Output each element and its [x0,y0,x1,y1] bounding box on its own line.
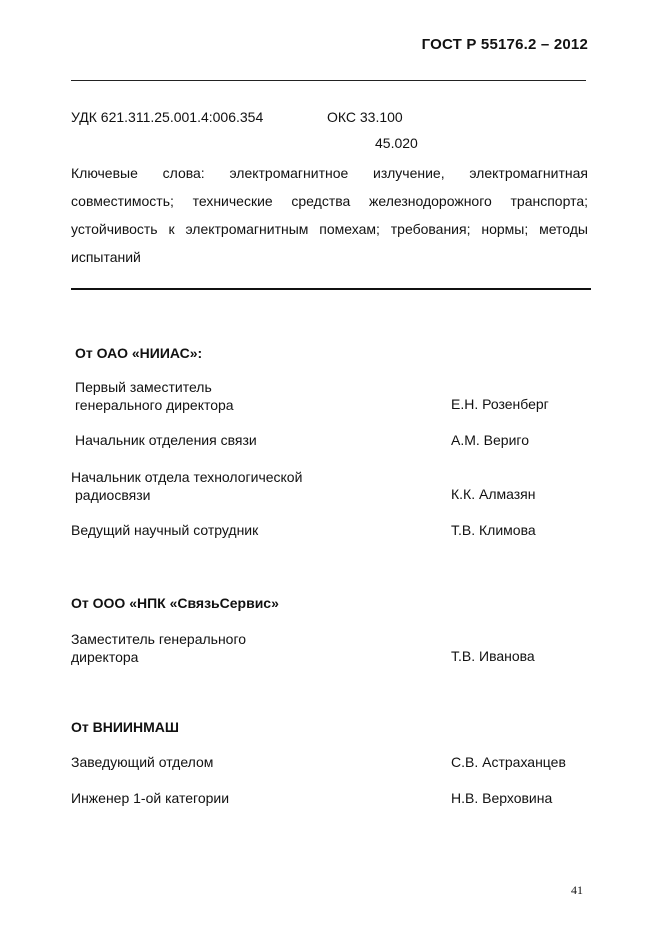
keywords-paragraph: Ключевые слова: электромагнитное излучение, электромагнитная совместимость; технические средства железнодорожного транспорта; устойчивость к электромагнитным помехам; требования; нормы; методы испытаний [71,165,588,265]
person-name: К.К. Алмазян [451,486,536,502]
udk-code: УДК 621.311.25.001.4:006.354 [71,109,264,125]
oks-code: ОКС 33.100 [327,109,403,125]
position-line: директора [71,649,139,665]
person-name: Н.В. Верховина [451,790,553,806]
person-name: С.В. Астраханцев [451,754,566,770]
section-rule [71,288,591,290]
header-rule [71,80,586,81]
position-line: Начальник отдела технологической [71,469,303,485]
person-position: Начальник отделения связи [75,432,257,448]
person-name: Т.В. Иванова [451,648,535,664]
position-line: генерального директора [75,397,234,413]
person-name: Е.Н. Розенберг [451,396,549,412]
org-title-svyazservis: От ООО «НПК «СвязьСервис» [71,595,279,611]
standard-designation: ГОСТ Р 55176.2 – 2012 [421,36,588,53]
oks-code-second: 45.020 [375,135,418,151]
position-line: Заместитель генерального [71,631,247,647]
org-title-vniinmash: От ВНИИНМАШ [71,719,179,735]
person-name: А.М. Вериго [451,432,529,448]
org-title-niias: От ОАО «НИИАС»: [75,345,203,361]
person-position [71,468,302,504]
person-position: Ведущий научный сотрудник [71,522,259,538]
person-position: Инженер 1-ой категории [71,790,230,806]
person-position [75,378,234,414]
page-number: 41 [571,883,583,897]
position-line: Первый заместитель [75,379,212,395]
position-line: радиосвязи [75,487,151,503]
person-position [71,630,246,666]
person-position: Заведующий отделом [71,754,214,770]
person-name: Т.В. Климова [451,522,536,538]
